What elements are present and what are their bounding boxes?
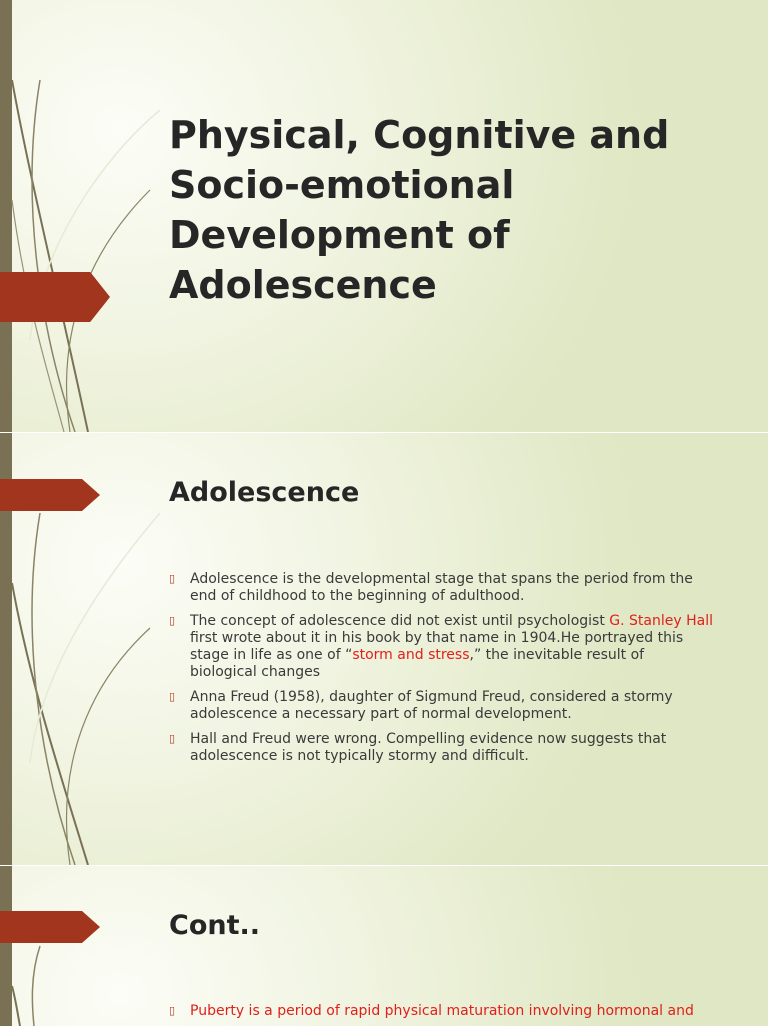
bullet-icon: ▯ [169,1004,176,1017]
decorative-curves [0,866,160,1026]
slide-adolescence [0,433,768,865]
highlight-phrase: storm and stress [352,647,470,663]
bullet-text: Hall and Freud were wrong. Compelling evidence now suggests that adolescence is not typically stormy and difficult. [190,731,667,764]
bullet-list [169,1003,714,1026]
chevron-marker [0,479,100,511]
bullet-icon: ▯ [169,732,176,745]
chevron-marker [0,272,110,322]
bullet-icon: ▯ [169,614,176,627]
slide-title [0,0,768,432]
decorative-curves [0,0,160,432]
list-item [169,1003,714,1020]
bullet-text: The concept of adolescence did not exist until psychologist [190,613,610,629]
slide-cont [0,866,768,1026]
bullet-text: first wrote about it in his book by that name in 1904.He portrayed this stage in life as one of “ [190,630,684,663]
bullet-icon: ▯ [169,572,176,585]
list-item [169,689,714,723]
bullet-text: Adolescence is the developmental stage that spans the period from the end of childhood to the beginning of adulthood. [190,571,693,604]
bullet-text: ,” the inevitable result of biological changes [190,647,645,680]
bullet-text: Anna Freud (1958), daughter of Sigmund Freud, considered a stormy adolescence a necessary part of normal development. [190,689,673,722]
list-item [169,613,714,681]
bullet-icon: ▯ [169,690,176,703]
bullet-text: Puberty is a period of rapid physical maturation involving hormonal and [190,1003,694,1019]
slide-heading: Adolescence [169,477,360,508]
bullet-list [169,571,714,773]
chevron-marker [0,911,100,943]
slide-title-text: Physical, Cognitive and Socio-emotional Development of Adolescence [169,113,670,307]
slide-heading: Cont.. [169,910,261,941]
list-item [169,571,714,605]
list-item [169,731,714,765]
highlight-name: G. Stanley Hall [609,613,713,629]
